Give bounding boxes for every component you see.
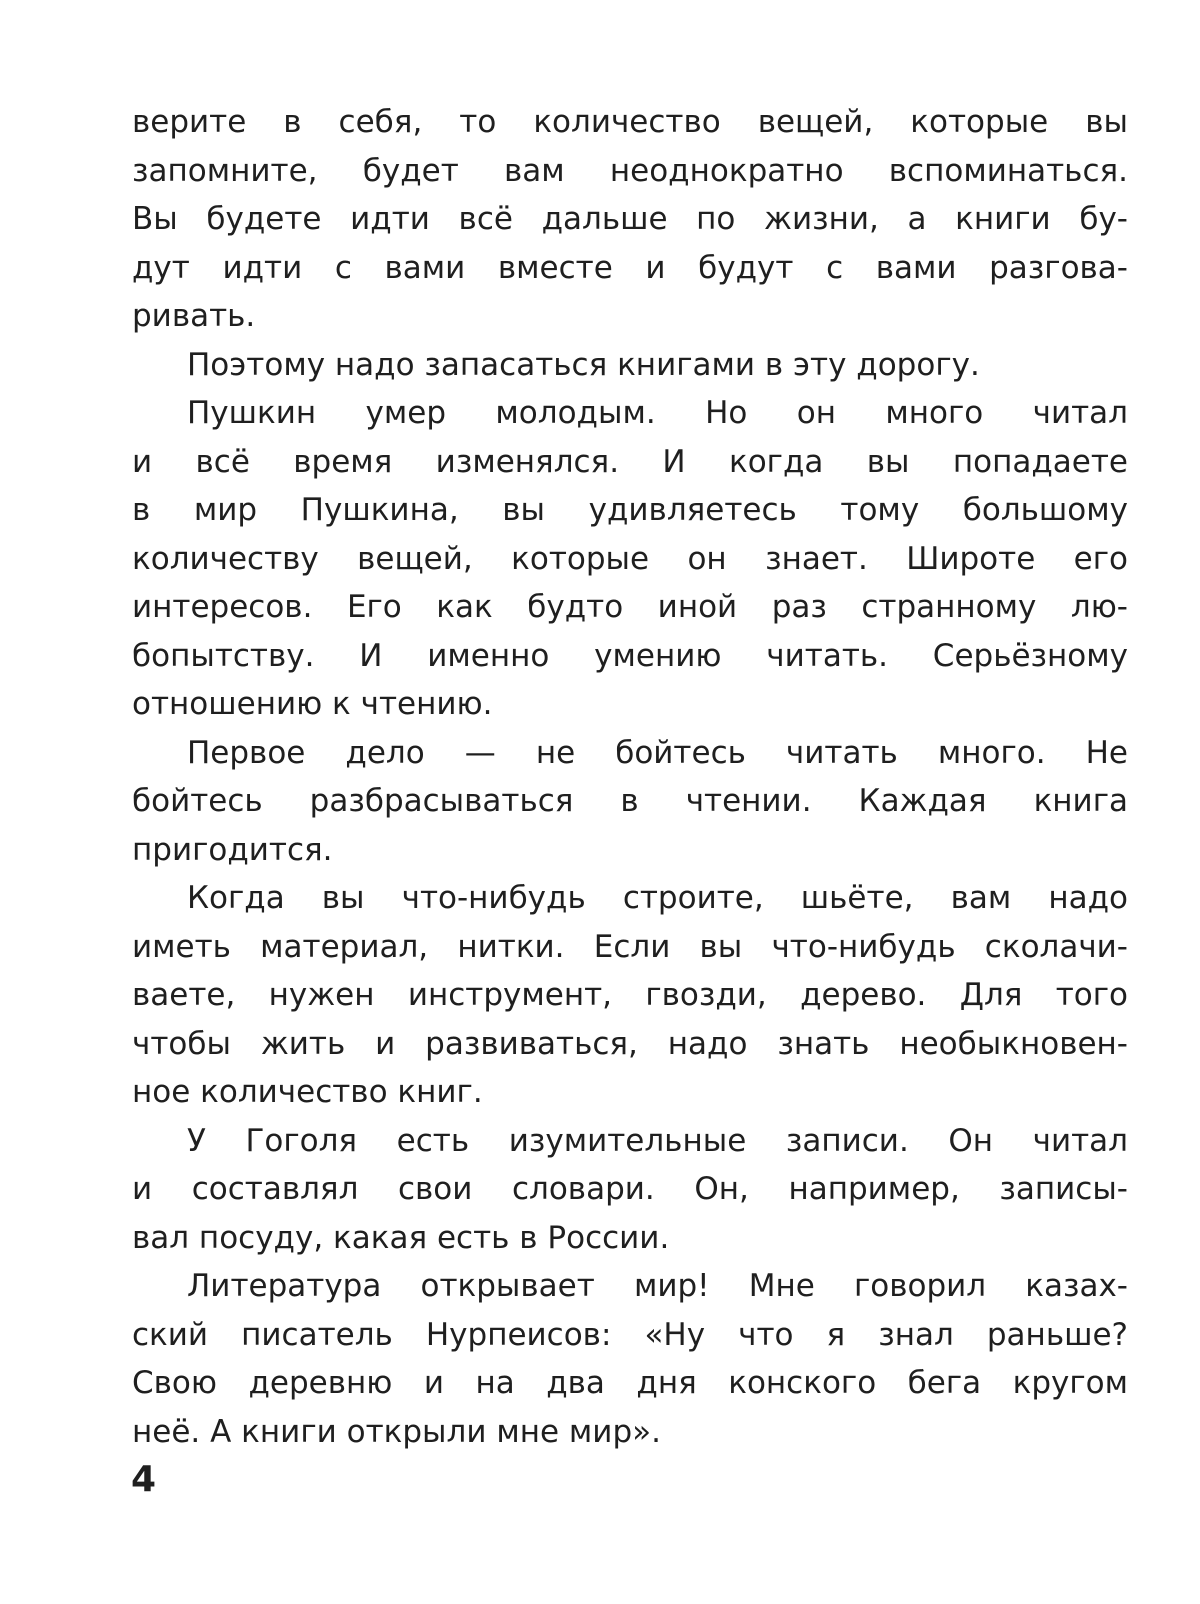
paragraph <box>132 874 1128 1117</box>
text-line: дут идти с вами вместе и будут с вами разгова- <box>132 249 1128 286</box>
text-line: бойтесь разбрасываться в чтении. Каждая книга <box>132 783 1128 819</box>
text-line: вал посуду, какая есть в России. <box>132 1219 670 1256</box>
text-line: ное количество книг. <box>132 1074 483 1110</box>
text-line: ваете, нужен инструмент, гвозди, дерево. Для того <box>132 977 1128 1013</box>
text-line: Литература открывает мир! Мне говорил казах- <box>187 1268 1128 1304</box>
body-text <box>132 98 1128 1456</box>
text-line: количеству вещей, которые он знает. Широте его <box>132 540 1128 577</box>
text-line: в мир Пушкина, вы удивляетесь тому большому <box>132 492 1128 528</box>
text-line: чтобы жить и развиваться, надо знать необыкновен- <box>132 1025 1128 1062</box>
paragraph <box>132 389 1128 729</box>
text-line: Поэтому надо запасаться книгами в эту дорогу. <box>187 346 980 383</box>
paragraph <box>132 1117 1128 1263</box>
page-number: 4 <box>131 1459 157 1500</box>
text-line: верите в себя, то количество вещей, которые вы <box>132 104 1128 140</box>
paragraph <box>132 729 1128 875</box>
text-line: У Гоголя есть изумительные записи. Он читал <box>187 1122 1128 1159</box>
text-line: иметь материал, нитки. Если вы что-нибудь сколачи- <box>132 928 1128 965</box>
text-line: запомните, будет вам неоднократно вспоминаться. <box>132 152 1128 189</box>
paragraph <box>132 1262 1128 1456</box>
text-line: Когда вы что-нибудь строите, шьёте, вам надо <box>187 880 1128 916</box>
text-line: интересов. Его как будто иной раз странному лю- <box>132 589 1128 625</box>
paragraph <box>132 98 1128 341</box>
text-line: бопытству. И именно умению читать. Серьёзному <box>132 637 1128 674</box>
paragraph <box>132 341 1128 390</box>
text-line: и всё время изменялся. И когда вы попадаете <box>132 443 1128 480</box>
text-line: ский писатель Нурпеисов: «Ну что я знал раньше? <box>132 1316 1128 1353</box>
text-line: и составлял свои словари. Он, например, записы- <box>132 1171 1128 1207</box>
text-line: Первое дело — не бойтесь читать много. Не <box>187 734 1128 771</box>
text-line: Свою деревню и на два дня конского бега кругом <box>132 1365 1128 1401</box>
text-line: пригодится. <box>132 831 333 868</box>
text-line: неё. А книги открыли мне мир». <box>132 1413 661 1450</box>
text-line: отношению к чтению. <box>132 686 493 722</box>
text-line: ривать. <box>132 298 256 334</box>
text-line: Вы будете идти всё дальше по жизни, а книги бу- <box>132 201 1128 237</box>
text-line: Пушкин умер молодым. Но он много читал <box>187 395 1128 431</box>
